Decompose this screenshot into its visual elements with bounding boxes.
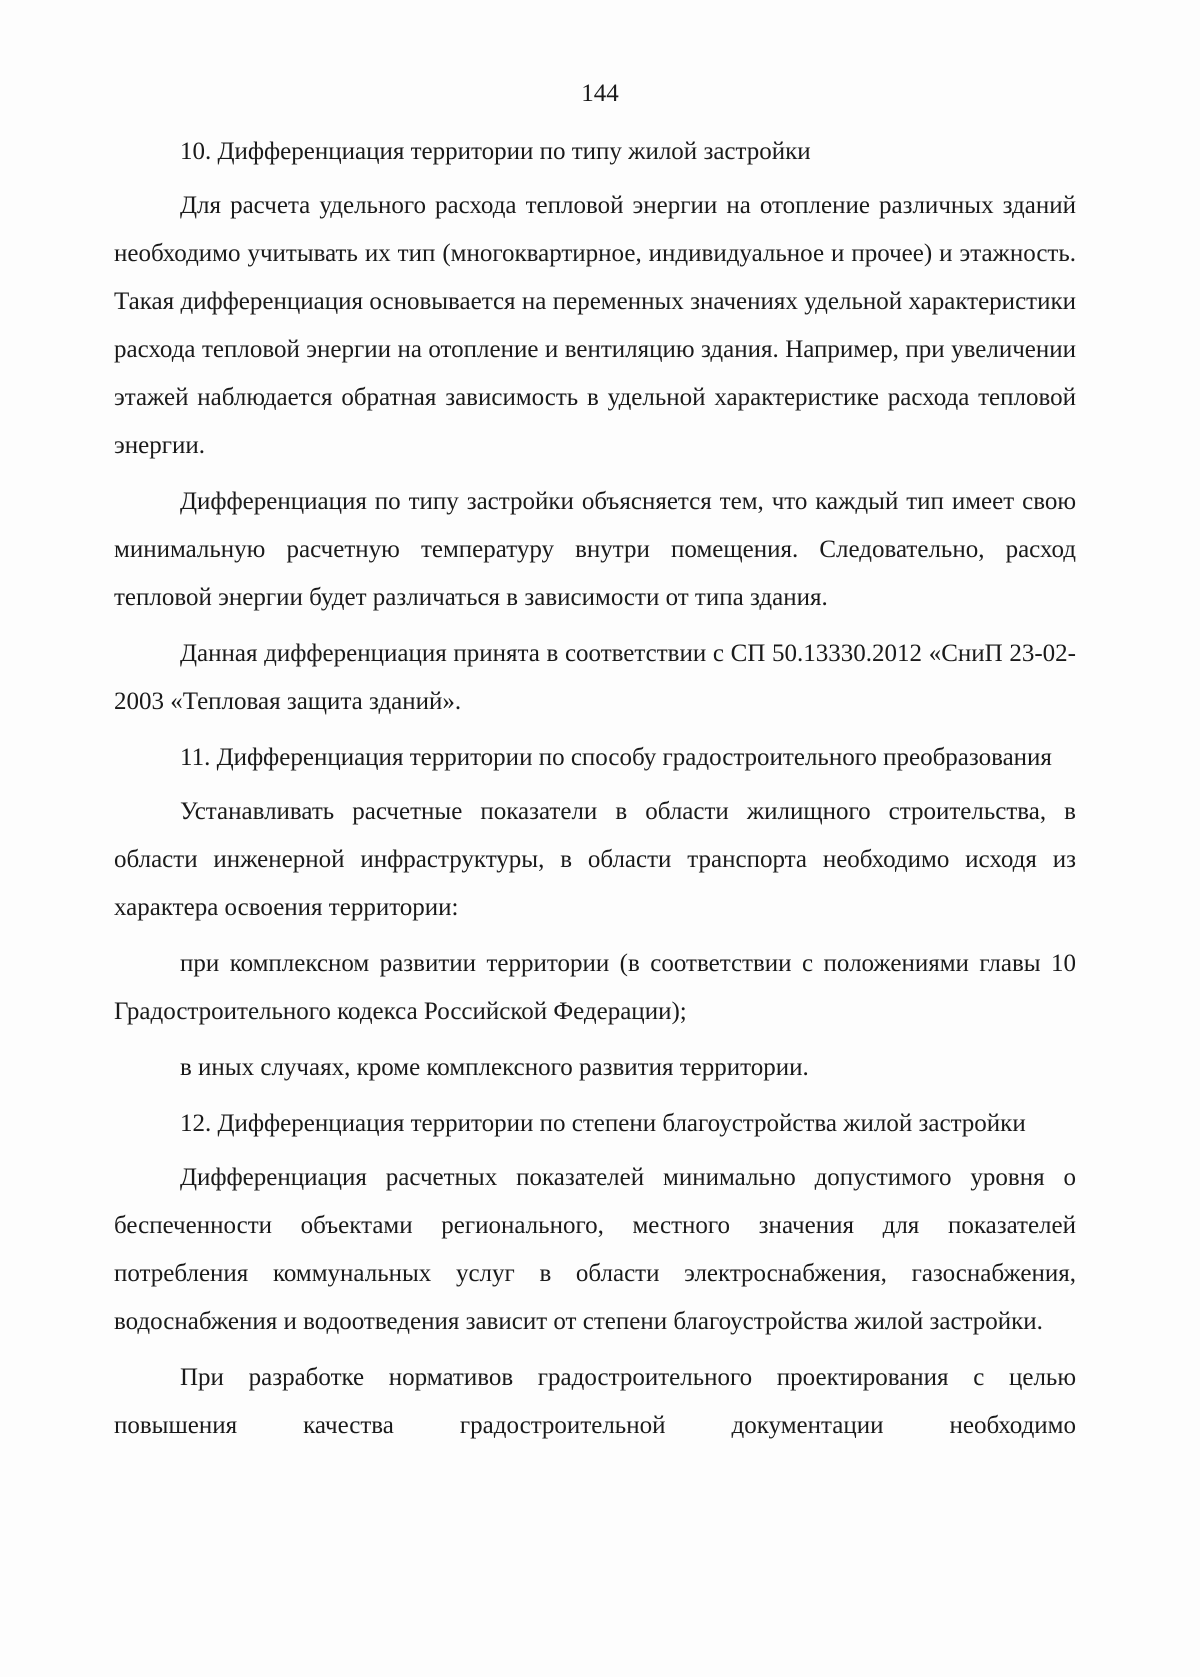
section-12-heading: 12. Дифференциация территории по степени благоустройства жилой застройки xyxy=(180,1110,1026,1137)
page-body xyxy=(114,128,1076,1458)
paragraph: Дифференциация по типу застройки объясняется тем, что каждый тип имеет свою минимальную расчетную температуру внутри помещения. Следовательно, расход тепловой энергии будет различаться в зависимости от типа здания. xyxy=(114,488,1076,611)
paragraph: Дифференциация расчетных показателей минимально допустимого уровня о беспеченности объектами регионального, местного значения для показателей потребления коммунальных услуг в области электроснабжения, газоснабжения, водоснабжения и водоотведения зависит от степени благоустройства жилой застройки. xyxy=(114,1164,1076,1335)
section-11-heading: 11. Дифференциация территории по способу градостроительного преобразования xyxy=(180,744,1052,771)
paragraph: Для расчета удельного расхода тепловой энергии на отопление различных зданий необходимо учитывать их тип (многоквартирное, индивидуальное и прочее) и этажность. Такая дифференциация основывается на переменных значениях удельной характеристики расхода тепловой энергии на отопление и вентиляцию здания. Например, при увеличении этажей наблюдается обратная зависимость в удельной характеристике расхода тепловой энергии. xyxy=(114,192,1076,459)
paragraph: При разработке нормативов градостроительного проектирования с целью повышения качества градостроительной документации необходимо xyxy=(114,1364,1076,1439)
list-item: в иных случаях, кроме комплексного развития территории. xyxy=(180,1054,809,1081)
list-item: при комплексном развитии территории (в соответствии с положениями главы 10 Градостроительного кодекса Российской Федерации); xyxy=(114,950,1076,1025)
section-10-heading: 10. Дифференциация территории по типу жилой застройки xyxy=(180,138,811,165)
paragraph: Данная дифференциация принята в соответствии с СП 50.13330.2012 «СниП 23-02-2003 «Тепловая защита зданий». xyxy=(114,640,1076,715)
page-number: 144 xyxy=(581,80,619,107)
paragraph: Устанавливать расчетные показатели в области жилищного строительства, в области инженерной инфраструктуры, в области транспорта необходимо исходя из характера освоения территории: xyxy=(114,798,1076,921)
